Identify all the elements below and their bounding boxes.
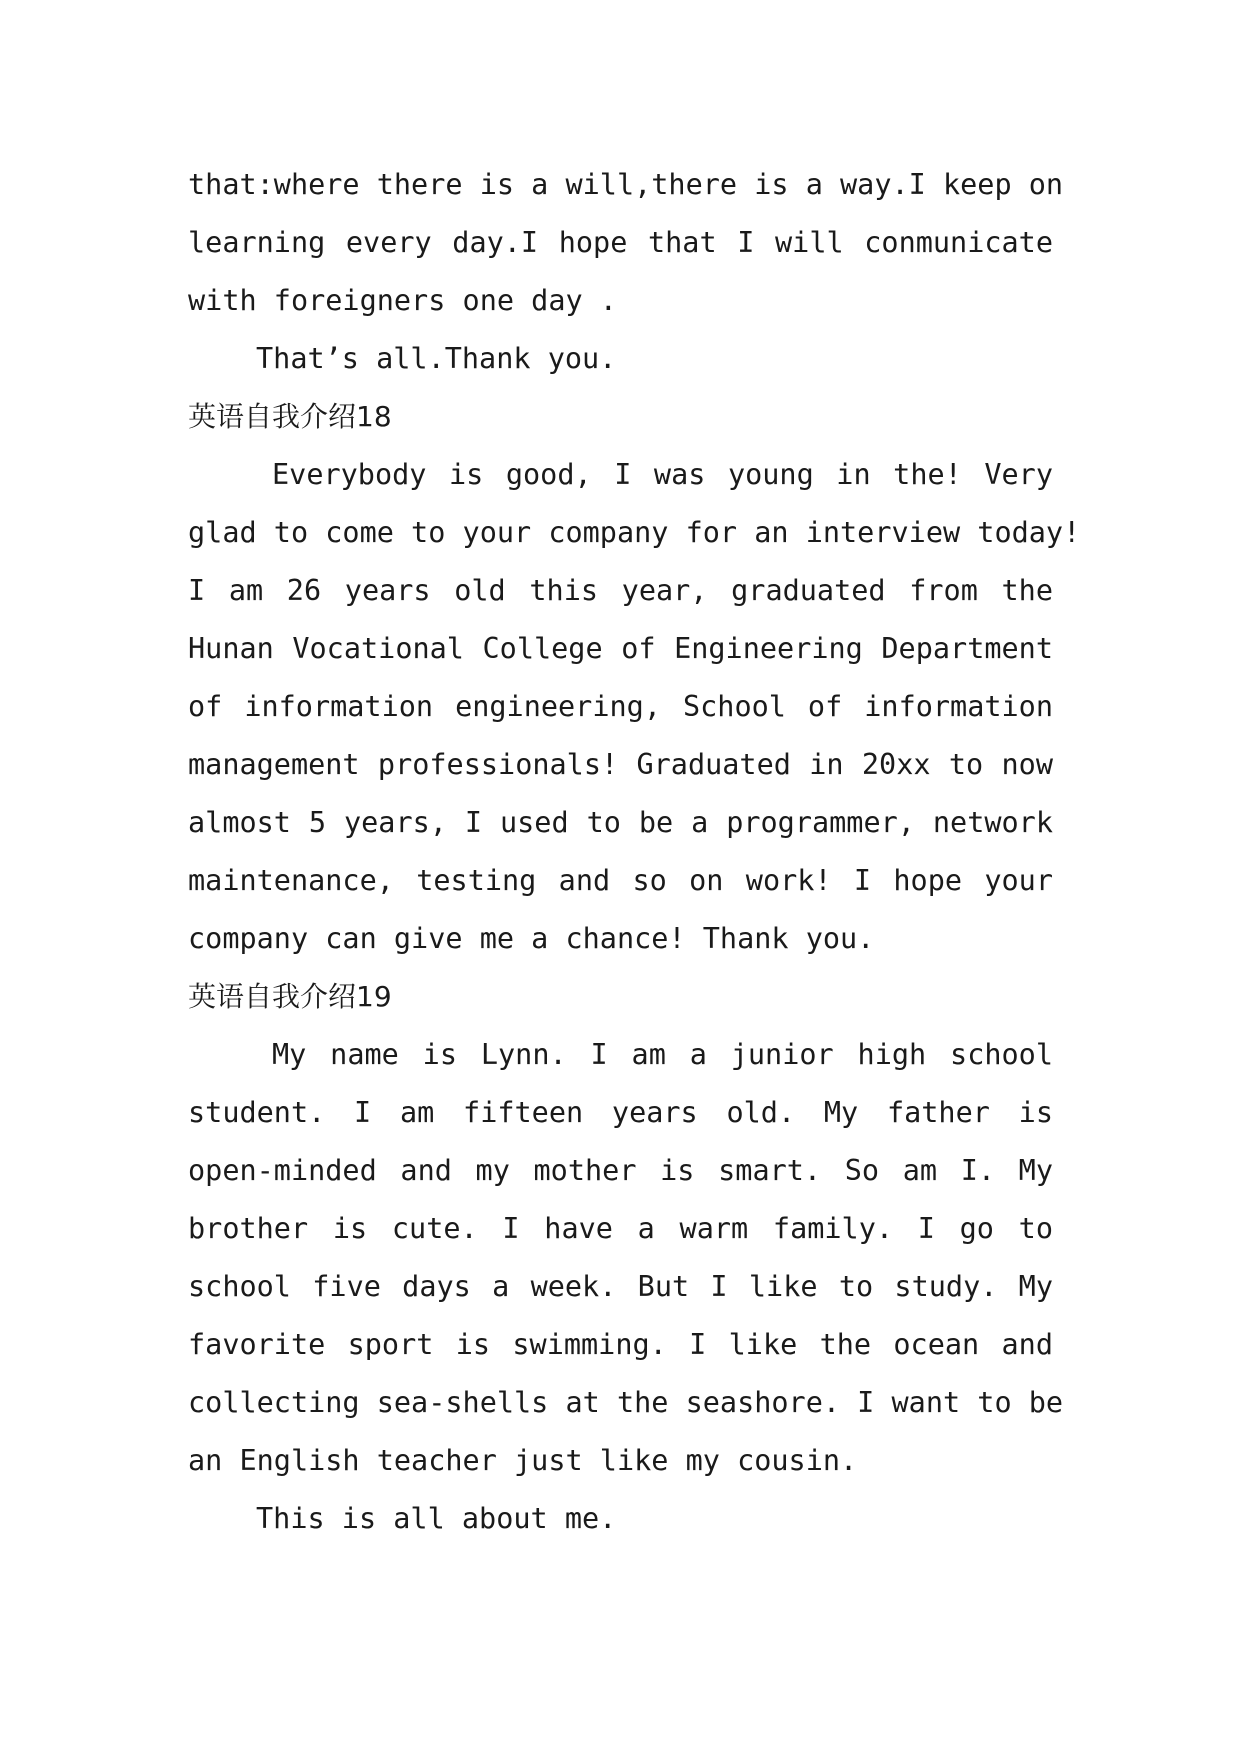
paragraph-line: student. I am fifteen years old. My father is (188, 1096, 1053, 1129)
paragraph-line: My name is Lynn. I am a junior high school (272, 1038, 1053, 1071)
paragraph-line: school five days a week. But I like to study. My (188, 1270, 1053, 1303)
paragraph-line: with foreigners one day . (188, 284, 617, 317)
paragraph-line: Everybody is good, I was young in the! Very (272, 458, 1053, 491)
paragraph-line: learning every day.I hope that I will conmunicate (188, 226, 1053, 259)
paragraph-line: that:where there is a will,there is a way.I keep on (188, 168, 1064, 201)
paragraph-line: I am 26 years old this year, graduated from the (188, 574, 1053, 607)
section-heading-18: 英语自我介绍18 (188, 400, 392, 433)
paragraph-line: brother is cute. I have a warm family. I go to (188, 1212, 1053, 1245)
paragraph-line: almost 5 years, I used to be a programmer, network (188, 806, 1053, 839)
closing-line: This is all about me. (256, 1502, 617, 1535)
paragraph-line: glad to come to your company for an interview today! (188, 516, 1081, 549)
paragraph-line: an English teacher just like my cousin. (188, 1444, 858, 1477)
closing-line: That’s all.Thank you. (256, 342, 617, 375)
paragraph-line: open-minded and my mother is smart. So am I. My (188, 1154, 1053, 1187)
paragraph-line: favorite sport is swimming. I like the ocean and (188, 1328, 1053, 1361)
paragraph-line: management professionals! Graduated in 20xx to now (188, 748, 1053, 781)
section-heading-19: 英语自我介绍19 (188, 980, 392, 1013)
paragraph-line: company can give me a chance! Thank you. (188, 922, 875, 955)
paragraph-line: Hunan Vocational College of Engineering Department (188, 632, 1053, 665)
paragraph-line: collecting sea-shells at the seashore. I want to be (188, 1386, 1064, 1419)
paragraph-line: maintenance, testing and so on work! I hope your (188, 864, 1053, 897)
paragraph-line: of information engineering, School of information (188, 690, 1053, 723)
